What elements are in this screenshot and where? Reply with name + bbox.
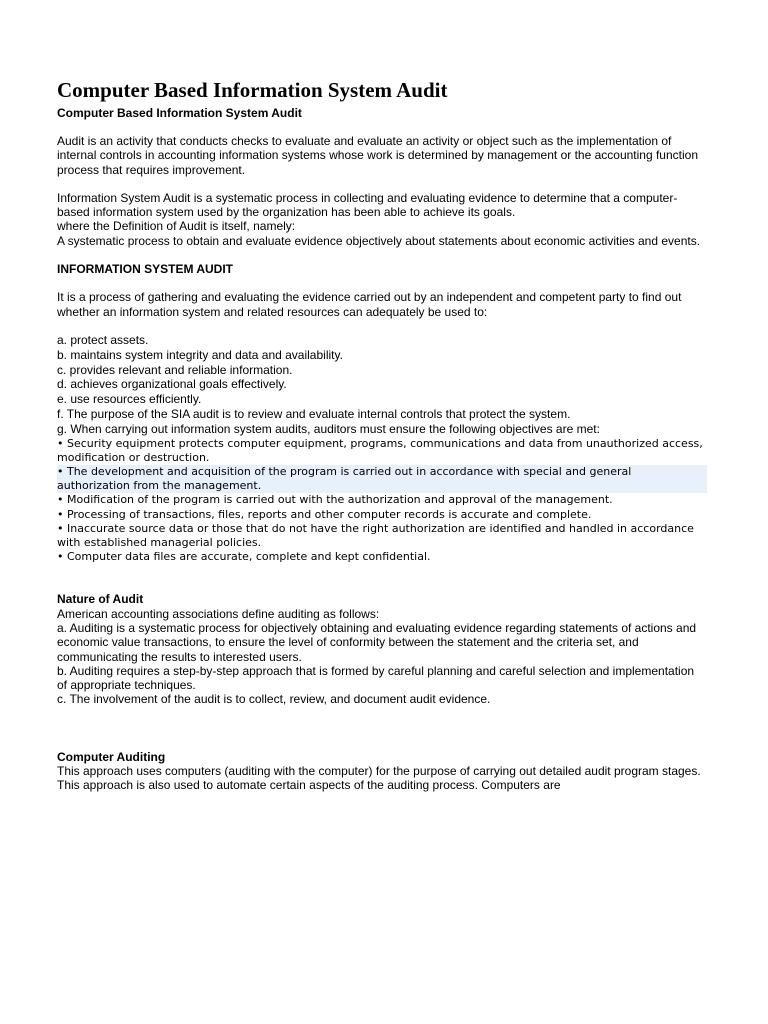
bullet-item: • Modification of the program is carried out with the authorization and approval of the management. <box>57 493 613 507</box>
bullet-item-highlighted: • The development and acquisition of the program is carried out in accordance with special and general authorization from the management. <box>57 465 707 493</box>
list-item: b. maintains system integrity and data and availability. <box>57 347 343 362</box>
nature-item: c. The involvement of the audit is to collect, review, and document audit evidence. <box>57 692 491 707</box>
bullet-item: • Processing of transactions, files, reports and other computer records is accurate and complete. <box>57 507 592 521</box>
nature-item: b. Auditing requires a step-by-step approach that is formed by careful planning and careful selection and implementation of appropriate techniques. <box>57 663 695 693</box>
bullet-item: • Security equipment protects computer equipment, programs, communications and data from unauthorized access, modification or destruction. <box>57 436 703 464</box>
list-item: d. achieves organizational goals effectively. <box>57 377 287 392</box>
definition-paragraph: Information System Audit is a systematic process in collecting and evaluating evidence to determine that a computer-based information system used by the organization has been able to achieve its goals. <box>57 190 678 220</box>
computer-auditing-heading: Computer Auditing <box>57 749 166 764</box>
list-item: f. The purpose of the SIA audit is to review and evaluate internal controls that protect the system. <box>57 406 571 421</box>
list-item: a. protect assets. <box>57 332 149 347</box>
isa-items-list <box>57 333 707 437</box>
intro-paragraph: Audit is an activity that conducts checks to evaluate and evaluate an activity or object such as the implementation of internal controls in accounting information systems whose work is determined by management or the accounting function process that requires improvement. <box>57 134 698 177</box>
list-item: g. When carrying out information system audits, auditors must ensure the following objectives are met: <box>57 421 600 436</box>
computer-auditing-body: This approach uses computers (auditing with the computer) for the purpose of carrying out detailed audit program stages. This approach is also used to automate certain aspects of the auditing process. Computers are <box>57 764 701 793</box>
nature-heading: Nature of Audit <box>57 592 144 607</box>
definition-lead: where the Definition of Audit is itself, namely: <box>57 219 296 234</box>
document-title: Computer Based Information System Audit <box>57 78 448 102</box>
isa-body: It is a process of gathering and evaluating the evidence carried out by an independent and competent party to find out whether an information system and related resources can adequately be used to: <box>57 290 682 319</box>
list-item: e. use resources efficiently. <box>57 392 202 407</box>
isa-heading: INFORMATION SYSTEM AUDIT <box>57 262 233 277</box>
nature-lead: American accounting associations define auditing as follows: <box>57 606 380 621</box>
document-subtitle: Computer Based Information System Audit <box>57 106 302 120</box>
isa-bullets-list <box>57 437 707 565</box>
list-item: c. provides relevant and reliable information. <box>57 362 293 377</box>
bullet-item: • Computer data files are accurate, complete and kept confidential. <box>57 550 431 564</box>
nature-item: a. Auditing is a systematic process for objectively obtaining and evaluating evidence regarding statements of actions and economic value transactions, to ensure the level of conformity between the statement and the criteria set, and communicating the results to interested users. <box>57 620 697 664</box>
document-page <box>57 78 707 793</box>
bullet-item: • Inaccurate source data or those that do not have the right authorization are identified and handled in accordance with established managerial policies. <box>57 521 694 549</box>
definition-statement: A systematic process to obtain and evaluate evidence objectively about statements about economic activities and events. <box>57 233 701 248</box>
